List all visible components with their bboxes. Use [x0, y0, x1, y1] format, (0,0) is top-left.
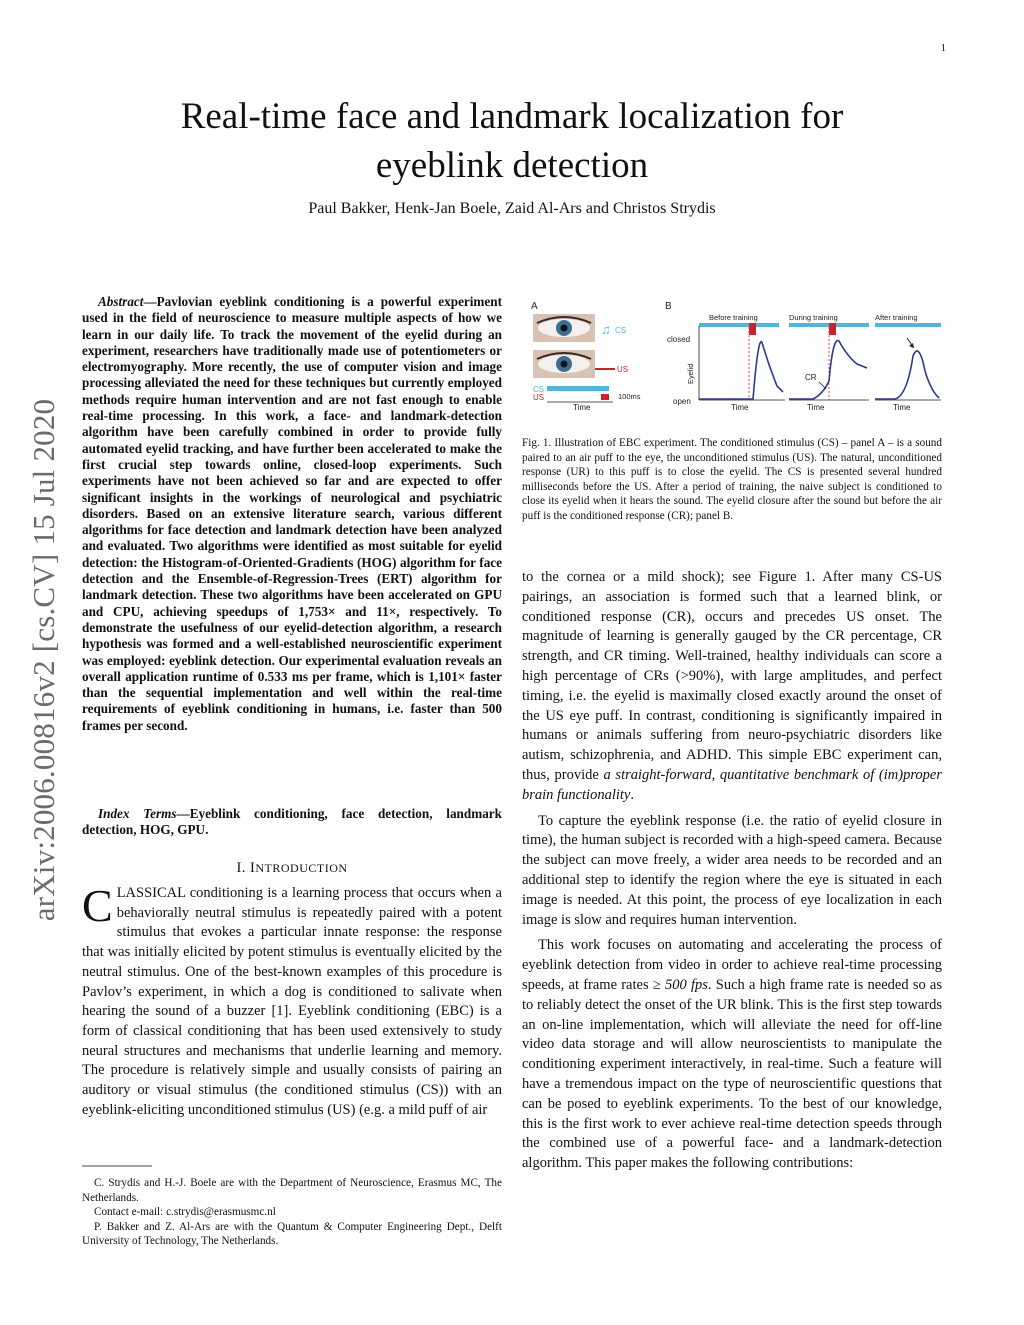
index-terms-text: —Eyeblink conditioning, face detection, landmark detection, HOG, GPU.	[82, 806, 502, 838]
panel-a-label: A	[531, 301, 538, 312]
paragraph-cs-us-text: to the cornea or a mild shock); see Figure 1. After many CS-US pairings, an association is formed such that a learned blink, or conditioned response (CR), occurs and precedes US onset. The magnitude of learning is generally gauged by the CR percentage, CR strength, and CR timing. Well-trained, healthy individuals can score a high percentage of CRs (>90%), with large amplitudes, and perfect timing, i.e. the eyelid is maximally closed exactly around the onset of the US eye puff. In contrast, conditioning is significantly impaired in humans or animals suffering from neuro-psychiatric disorders like autism, schizophrenia, and ADHD. This simple EBC experiment can, thus, provide	[522, 569, 942, 783]
timeline-us-label: US	[533, 393, 545, 402]
before-training-label: Before training	[709, 313, 758, 322]
after-time-label: Time	[893, 403, 911, 412]
paragraph-cs-us	[522, 568, 942, 806]
during-time-label: Time	[807, 403, 825, 412]
abstract	[82, 294, 502, 734]
paragraph-this-work-text-a: This work focuses on automating and accelerating the process of eyeblink detection from video in order to achieve real-time processing speeds, at frame rates ≥	[522, 937, 942, 993]
right-column-body	[522, 568, 942, 1180]
before-eyelid-trace	[699, 342, 783, 399]
paragraph-this-work	[522, 936, 942, 1174]
introduction-paragraph	[82, 880, 502, 1120]
paragraph-cs-us-emphasis: a straight-forward, quantitative benchmark of (im)proper brain functionality	[522, 766, 943, 803]
before-time-label: Time	[731, 403, 749, 412]
footnote-divider	[82, 1165, 502, 1167]
cs-bar	[547, 386, 609, 391]
index-terms	[82, 806, 502, 839]
timeline-cs-label: CS	[533, 385, 545, 394]
footnote-contact: Contact e-mail: c.strydis@erasmusmc.nl	[94, 1206, 276, 1218]
during-training-label: During training	[789, 313, 838, 322]
before-cs-bar	[699, 323, 779, 327]
during-us-bar	[829, 323, 836, 335]
cr-label: CR	[805, 373, 817, 382]
arxiv-identifier-text: arXiv:2006.00816v2 [cs.CV] 15 Jul 2020	[26, 398, 61, 922]
author-list: Paul Bakker, Henk-Jan Boele, Zaid Al-Ars and Christos Strydis	[308, 200, 716, 217]
music-note-icon: ♫	[601, 322, 611, 337]
open-label: open	[673, 397, 691, 406]
panel-b-label: B	[665, 301, 672, 312]
us-label: US	[617, 365, 629, 374]
paper-title-line-1: Real-time face and landmark localization for	[180, 96, 844, 137]
eye-puff-image	[533, 350, 595, 378]
page-number: 1	[940, 42, 946, 54]
paper-title	[0, 92, 1024, 190]
closed-label: closed	[667, 335, 691, 344]
eyelid-axis-label: Eyelid	[686, 363, 695, 384]
section-heading-introduction	[82, 860, 502, 877]
paragraph-this-work-text-b: . Such a high frame rate is needed so as to reliably detect the onset of the UR blink. This is the first step towards an on-line implementation, which will alleviate the need for off-line video data storage and will allow neuroscientists to manipulate the conditioning experiment interactively, in real-time. Such a feature will have a tremendous impact on the type of neuroscientific questions that can be posed to eyeblink experiments. To the best of our knowledge, this is the first work to ever achieve real-time detection speeds through the combined use of a powerful face- and a landmark-detection algorithm. This paper makes the following contributions:	[522, 976, 943, 1172]
index-terms-label: Index Terms	[98, 806, 177, 821]
us-bar	[601, 394, 609, 400]
section-number: I.	[236, 860, 251, 876]
abstract-text: —Pavlovian eyeblink conditioning is a powerful experiment used in the field of neuroscience to measure multiple aspects of how we learn in our daily life. To track the movement of the eyelid during an experiment, researchers have traditionally made use of potentiometers or electromyography. More recently, the use of computer vision and image processing alleviated the need for these techniques but currently employed methods require human intervention and are not fast enough to enable real-time processing. In this work, a face- and landmark-detection algorithm have been carefully combined in order to provide fully automated eyelid tracking, and have further been accelerated to make the first crucial step towards online, closed-loop experiments. Such experiments have not been achieved so far and are expected to offer significant insights in the workings of neurological and psychiatric disorders. Based on an extensive literature search, various different algorithms for face detection and landmark detection have been analyzed and evaluated. Two algorithms were identified as most suitable for eyelid detection: the Histogram-of-Oriented-Gradients (HOG) algorithm for face detection and the Ensemble-of-Regression-Trees (ERT) algorithm for landmark detection. These two algorithms have been accelerated on GPU and CPU, achieving speedups of 1,753× and 11×, respectively. To demonstrate the usefulness of our eyelid-detection algorithm, a research hypothesis was formed and a well-established neuroscientific experiment was employed: eyeblink detection. Our experimental evaluation reveals an overall application runtime of 0.533 ms per frame, which is 1,101× faster than the sequential implementation and well within the real-time requirements of eyeblink conditioning in humans, i.e. faster than 500 frames per second.	[82, 294, 502, 733]
section-title-initial: I	[250, 860, 256, 876]
figure-1	[523, 296, 943, 422]
after-training-label: After training	[875, 313, 918, 322]
cs-label: CS	[615, 326, 627, 335]
footnotes	[82, 1176, 502, 1249]
first-word-rest: LASSICAL	[116, 885, 186, 901]
figure-1-illustration	[523, 296, 943, 422]
introduction-text: conditioning is a learning process that occurs when a behaviorally neutral stimulus is repeatedly paired with a potent stimulus that evokes a particular innate response: the response that was initially elicited by potent stimulus is eventually elicited by the neutral stimulus. One of the best-known examples of this procedure is Pavlov’s experiment, in which a dog is conditioned to salivate when hearing the sound of a buzzer [1]. Eyeblink conditioning (EBC) is a form of classical conditioning that has been used extensively to study neural structures and mechanisms that underlie learning and memory. The procedure is relatively simple and usually consists of pairing an auditory or visual stimulus (the conditioned stimulus (CS)) with an eyeblink-eliciting unconditioned stimulus (US) (e.g. a mild puff of air	[82, 885, 502, 1118]
paragraph-capture: To capture the eyeblink response (i.e. the ratio of eyelid closure in time), the human subject is recorded with a high-speed camera. Because the subject can move freely, a wider area needs to be recorded and an additional step to identify the region where the eye is situated in each image is needed. At this point, the process of eye localization in each image is slow and requires human intervention.	[522, 812, 942, 928]
drop-cap: C	[82, 880, 113, 931]
eye-open-image	[533, 314, 595, 342]
panel-a-time-label: Time	[573, 403, 591, 412]
paragraph-cs-us-end: .	[630, 786, 634, 803]
duration-label: 100ms	[618, 392, 641, 401]
abstract-label: Abstract	[98, 294, 144, 309]
after-eyelid-trace	[875, 351, 939, 399]
footnote-affiliation-2: P. Bakker and Z. Al-Ars are with the Quantum & Computer Engineering Dept., Delft University of Technology, The Netherlands.	[82, 1220, 502, 1247]
after-cs-bar	[875, 323, 941, 327]
paper-title-line-2: eyeblink detection	[375, 145, 649, 186]
during-eyelid-trace	[789, 341, 867, 400]
figure-1-caption: Fig. 1. Illustration of EBC experiment. The conditioned stimulus (CS) – panel A – is a sound paired to an air puff to the eye, the unconditioned stimulus (US). The natural, unconditioned response (UR) to this puff is to close the eyelid. The CS is presented several hundred milliseconds before the US. After a period of training, the naive subject is conditioned to close its eyelid when it hears the sound. The eyelid closure after the sound but before the air puff is the conditioned response (CR); panel B.	[522, 437, 942, 522]
footnote-affiliation-1: C. Strydis and H.-J. Boele are with the Department of Neuroscience, Erasmus MC, The Netherlands.	[82, 1177, 502, 1204]
before-us-bar	[749, 323, 756, 335]
section-title-rest: NTRODUCTION	[255, 861, 348, 875]
frame-rate-math: 500 fps	[665, 976, 708, 993]
